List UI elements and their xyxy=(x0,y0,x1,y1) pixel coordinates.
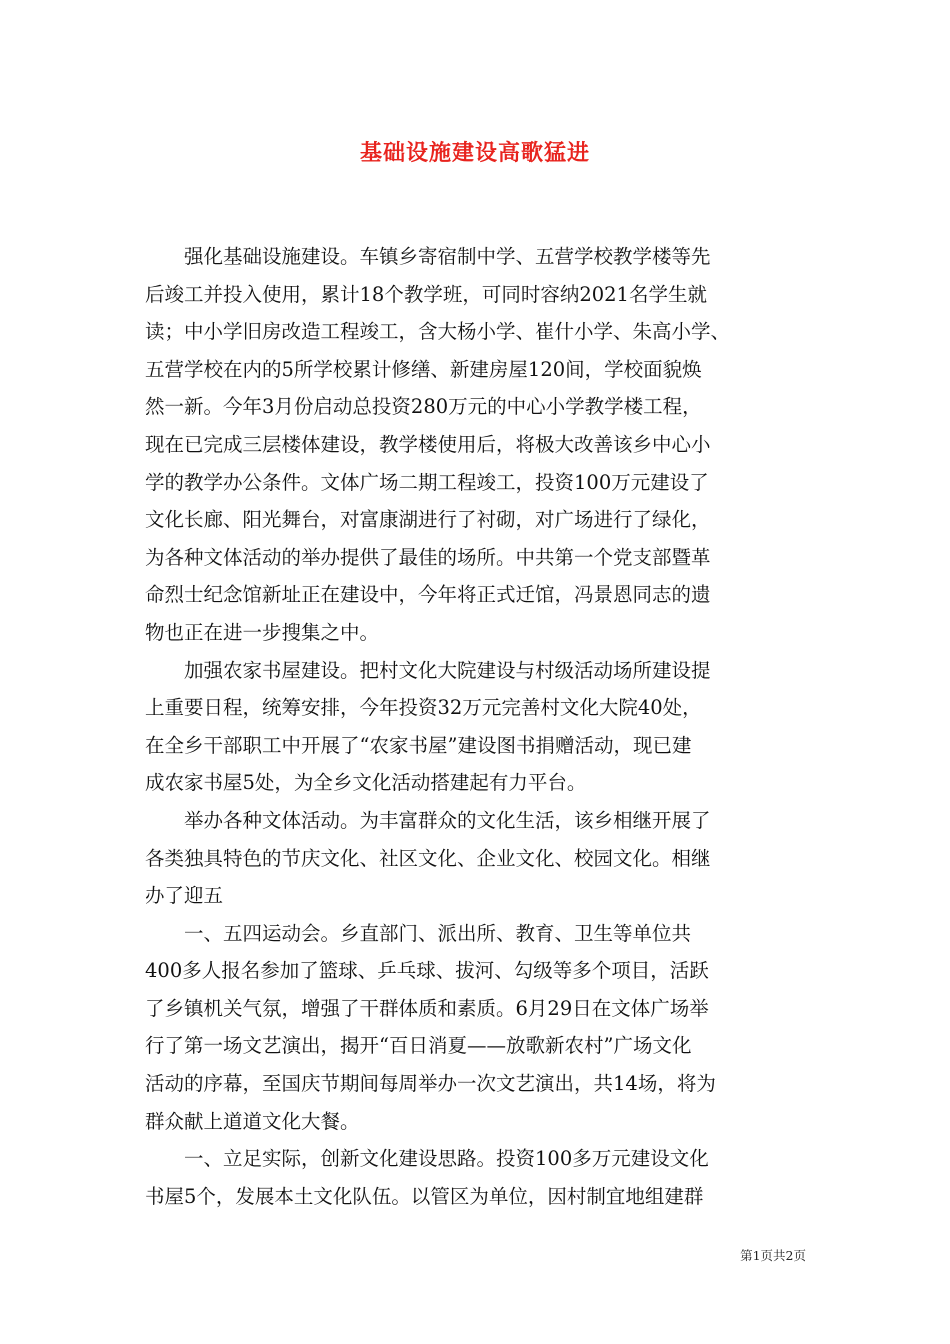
text-line: 强化基础设施建设。车镇乡寄宿制中学、五营学校教学楼等先 xyxy=(145,245,711,268)
text-line: 然一新。今年3月份启动总投资280万元的中心小学教学楼工程， xyxy=(145,395,702,419)
document-title: 基础设施建设高歌猛进 xyxy=(359,140,590,166)
text-line: 学的教学办公条件。文体广场二期工程竣工，投资100万元建设了 xyxy=(145,470,709,494)
text-line: 读；中小学旧房改造工程竣工，含大杨小学、崔什小学、朱高小学、 xyxy=(145,320,731,344)
text-line: 一、五四运动会。乡直部门、派出所、教育、卫生等单位共 xyxy=(145,921,692,945)
text-line: 后竣工并投入使用，累计18个教学班，可同时容纳2021名学生就 xyxy=(145,282,707,306)
document-body xyxy=(145,238,810,1215)
text-line: 五营学校在内的5所学校累计修缮、新建房屋120间，学校面貌焕 xyxy=(145,357,702,381)
text-line: 为各种文体活动的举办提供了最佳的场所。中共第一个党支部暨革 xyxy=(145,545,711,569)
text-line: 成农家书屋5处，为全乡文化活动搭建起有力平台。 xyxy=(145,771,587,795)
text-line: 书屋5个，发展本土文化队伍。以管区为单位，因村制宜地组建群 xyxy=(145,1184,704,1208)
text-line: 群众献上道道文化大餐。 xyxy=(145,1109,360,1133)
text-line: 上重要日程，统筹安排，今年投资32万元完善村文化大院40处， xyxy=(145,696,702,720)
text-line: 在全乡干部职工中开展了“农家书屋”建设图书捐赠活动，现已建 xyxy=(145,733,692,757)
text-line: 办了迎五 xyxy=(145,884,224,908)
text-line: 行了第一场文艺演出，揭开“百日消夏——放歌新农村”广场文化 xyxy=(145,1034,692,1058)
text-line: 一、立足实际，创新文化建设思路。投资100多万元建设文化 xyxy=(145,1147,709,1171)
text-line: 加强农家书屋建设。把村文化大院建设与村级活动场所建设提 xyxy=(145,658,711,682)
text-line: 活动的序幕，至国庆节期间每周举办一次文艺演出，共14场，将为 xyxy=(145,1072,716,1096)
text-line: 文化长廊、阳光舞台，对富康湖进行了衬砌，对广场进行了绿化， xyxy=(145,508,711,532)
text-line: 举办各种文体活动。为丰富群众的文化生活，该乡相继开展了 xyxy=(145,808,711,832)
text-line: 现在已完成三层楼体建设，教学楼使用后，将极大改善该乡中心小 xyxy=(145,432,711,456)
text-line: 了乡镇机关气氛，增强了干群体质和素质。6月29日在文体广场举 xyxy=(145,996,709,1020)
text-line: 各类独具特色的节庆文化、社区文化、企业文化、校园文化。相继 xyxy=(145,846,711,870)
text-line: 物也正在进一步搜集之中。 xyxy=(145,620,380,644)
text-line: 400多人报名参加了篮球、乒乓球、拔河、勾级等多个项目，活跃 xyxy=(145,959,709,983)
page-number: 第1页共2页 xyxy=(740,1248,806,1263)
text-line: 命烈士纪念馆新址正在建设中，今年将正式迁馆，冯景恩同志的遗 xyxy=(145,583,711,607)
